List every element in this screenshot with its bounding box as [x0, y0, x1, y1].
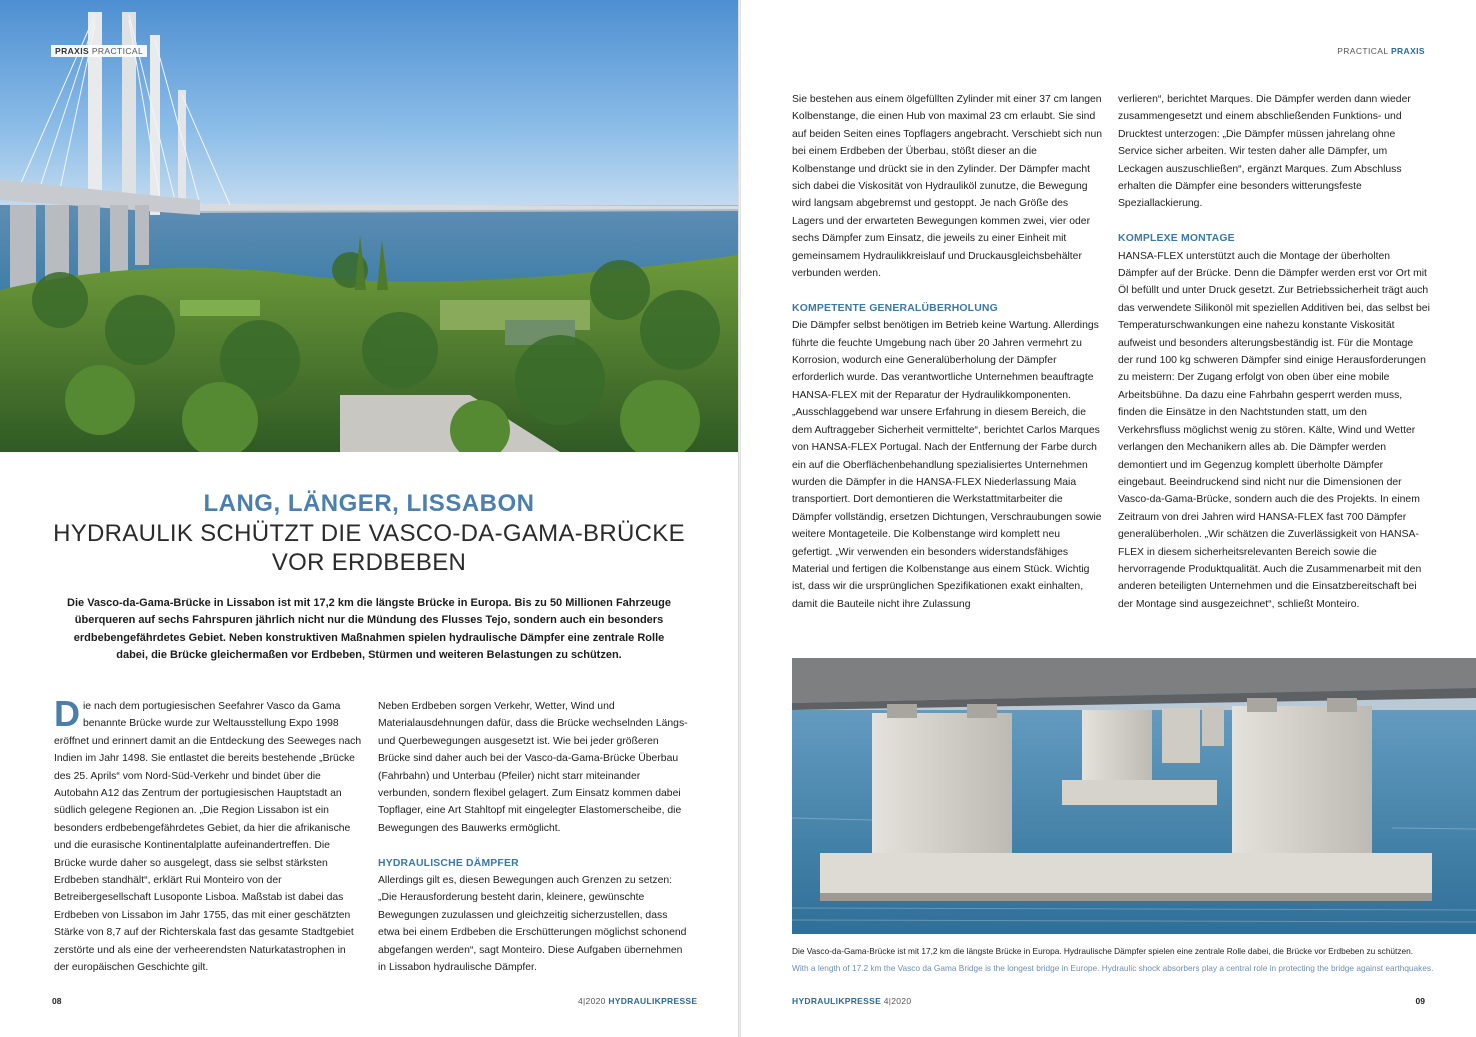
magazine-name: HYDRAULIKPRESSE [608, 996, 698, 1006]
article-lead: Die Vasco-da-Gama-Brücke in Lissabon ist mit 17,2 km die längste Brücke in Europa. Bis zu 50 Millionen Fahrzeuge überqueren auf sechs Fahrspuren jährlich nicht nur die Mündung des Flusses Tejo, sondern auch ein besonders erdbebengefährdetes Gebiet. Neben konstruktiven Maßnahmen spielen hydraulische Dämpfer eine zentrale Rolle dabei, die Brücke gleichermaßen vor Erdbeben, Stürmen und weiteren Belastungen zu schützen. [67, 597, 671, 662]
subheading-komplexe-montage: KOMPLEXE MONTAGE [1118, 233, 1235, 245]
section-tag-bold: PRAXIS [1390, 46, 1425, 56]
bridge-aerial-photo [0, 0, 738, 452]
issue-number: 4|2020 [883, 996, 912, 1006]
paragraph: Sie bestehen aus einem ölgefüllten Zylinder mit einer 37 cm langen Kolbenstange, die einen Hub von maximal 23 cm erlaubt. Sie sind auf beiden Seiten eines Topflagers angebracht. Verschiebt sich nun bei einem Erdbeben der Überbau, stößt dieser an die Kolbenstange und drückt sie in den Zylinder. Der Dämpfer macht sich dabei die Viskosität von Hydrauliköl zunutze, die Bewegung wird langsam abgebremst und gestoppt. Je nach Größe des Lagers und der erwarteten Bewegungen kommen zwei, vier oder sechs Dämpfer zum Einsatz, die jeweils zu einer Einheit mit gemeinsamem Hydraulikkreislauf und Druckausgleichsbehälter verbunden werden. [792, 94, 1103, 280]
running-footer-right [792, 996, 911, 1006]
paragraph: Allerdings gilt es, diesen Bewegungen auch Grenzen zu setzen: „Die Herausforderung besteht darin, kleinere, gewünschte Bewegungen zuzulassen und gleichzeitig sicherzustellen, dass etwa bei einem Erdbeben die Erschütterungen möglichst schonend abgefangen werden“, sagt Monteiro. Diese Aufgaben übernehmen in Lissabon hydraulische Dämpfer. [378, 875, 687, 974]
paragraph: ie nach dem portugiesischen Seefahrer Vasco da Gama benannte Brücke wurde zur Weltausstellung Expo 1998 eröffnet und erinnert damit an die Entdeckung des Seeweges nach Indien im Jahr 1498. Sie entlastet die bereits bestehende „Brücke des 25. Aprils“ vom Nord-Süd-Verkehr und bindet über die Autobahn A12 das Zentrum der portugiesischen Hauptstadt an südlich gelegene Regionen an. „Die Region Lissabon ist ein besonders erdbebengefährdetes Gebiet, da hier die afrikanische und die eurasische Kontinentalplatte aufeinandertreffen. Die Brücke wurde daher so ausgelegt, dass sie selbst stärksten Erdbeben standhält“, erklärt Rui Monteiro von der Betreibergesellschaft Lusoponte Lisboa. Maßstab ist dabei das Erdbeben von Lissabon im Jahr 1755, das mit einer geschätzten Stärke von 8,7 auf der Richterskala fast das gesamte Stadtgebiet zerstörte und als eine der verheerendsten Naturkatastrophen in der europäischen Geschichte gilt. [54, 701, 362, 974]
running-footer-left [578, 996, 697, 1006]
article-subtitle-line2: VOR ERDBEBEN [271, 549, 467, 576]
paragraph: Die Dämpfer selbst benötigen im Betrieb keine Wartung. Allerdings führte die feuchte Umgebung nach über 20 Jahren vermehrt zu Korrosion, wodurch eine Generalüberholung der Dämpfer erforderlich wurde. Das verantwortliche Unternehmen beauftragte HANSA-FLEX mit der Reparatur der Hydraulikkomponenten. „Ausschlaggebend war unsere Erfahrung in diesem Bereich, die dem Auftraggeber Sicherheit vermittelte“, berichtet Carlos Marques von HANSA-FLEX Portugal. Nach der Entfernung der Farbe durch ein auf die Oberflächenbehandlung spezialisiertes Unternehmen wurden die Dämpfer in die HANSA-FLEX Niederlassung Maia transportiert. Dort demontieren die Werkstattmitarbeiter die Dämpfer vollständig, ersetzen Dichtungen, Verschraubungen sowie weitere Montageteile. Die Kolbenstange wird komplett neu gefertigt. „Wir verwenden ein besonders widerstandsfähiges Material und fertigen die Kolbenstange aus einem Stück. Wichtig ist, dass wir die ursprünglichen Spezifikationen exakt einhalten, damit die Bauteile nicht ihre Zulassung [792, 320, 1102, 610]
page-number-left: 08 [52, 996, 62, 1006]
text-column-4 [1118, 91, 1430, 631]
right-page [741, 0, 1476, 1037]
subheading-generalueberholung: KOMPETENTE GENERALÜBERHOLUNG [792, 302, 998, 314]
article-subtitle-line1: HYDRAULIK SCHÜTZT DIE VASCO-DA-GAMA-BRÜCKE [53, 520, 685, 547]
subheading-hydraulische-daempfer: HYDRAULISCHE DÄMPFER [378, 857, 519, 869]
section-tag-normal: PRACTICAL [1337, 46, 1389, 56]
section-tag-bold: PRAXIS [55, 46, 90, 56]
article-title: LANG, LÄNGER, LISSABON [203, 490, 535, 517]
text-column-2 [378, 698, 688, 994]
section-tag [51, 45, 147, 57]
photo-caption-german: Die Vasco-da-Gama-Brücke ist mit 17,2 km die längste Brücke in Europa. Hydraulische Dämpfer spielen eine zentrale Rolle dabei, die Brücke vor Erdbeben zu schützen. [792, 946, 1414, 956]
issue-number: 4|2020 [578, 996, 606, 1006]
section-tag-normal: PRACTICAL [91, 46, 144, 56]
paragraph: verlieren“, berichtet Marques. Die Dämpfer werden dann wieder zusammengesetzt und einem abschließenden Funktions- und Drucktest unterzogen: „Die Dämpfer müssen jahrelang ohne Service sicher arbeiten. Wir testen daher alle Dämpfer, um Leckagen auszuschließen“, ergänzt Marques. Zum Abschluss erhalten die Dämpfer eine besonders witterungsfeste Speziallackierung. [1118, 94, 1411, 210]
page-number-right: 09 [1415, 996, 1425, 1006]
magazine-name: HYDRAULIKPRESSE [792, 996, 882, 1006]
text-column-1 [54, 693, 362, 994]
paragraph: HANSA-FLEX unterstützt auch die Montage der überholten Dämpfer auf der Brücke. Denn die Dämpfer werden erst vor Ort mit Öl befüllt und unter Druck gesetzt. Zur Betriebssicherheit trägt auch das verwendete Silikonöl mit speziellen Additiven bei, das selbst bei Temperaturschwankungen eine nahezu konstante Viskosität aufweist und besonders alterungsbeständig ist. Für die Montage der rund 100 kg schweren Dämpfer sind einige Herausforderungen zu meistern: Der Zugang erfolgt von oben über eine mobile Arbeitsbühne. Da dazu eine Fahrbahn gesperrt werden muss, finden die Einsätze in den Nachtstunden statt, um den Verkehrsfluss möglichst wenig zu stören. Kälte, Wind und Wetter verlangen den Mechanikern alles ab. Die Dämpfer werden demontiert und im Gegenzug komplett überholte Dämpfer eingebaut. Beeindruckend sind nicht nur die Dimensionen der Vasco-da-Gama-Brücke, sondern auch die des Projekts. In einem Zeitraum von drei Jahren wird HANSA-FLEX fast 700 Dämpfer generalüberholen. „Wir schätzen die Zuverlässigkeit von HANSA-FLEX in diesem sicherheitsrelevanten Bereich sowie die hervorragende Produktqualität. Auch die Zusammenarbeit mit den anderen beteiligten Unternehmen und die Einsatzbereitschaft bei der Montage sind ausgezeichnet“, schließt Monteiro. [1118, 250, 1430, 610]
paragraph: Neben Erdbeben sorgen Verkehr, Wetter, Wind und Materialausdehnungen dafür, dass die Brücke wechselnden Längs- und Querbewegungen ausgesetzt ist. Wie bei jeder größeren Brücke sind daher auch bei der Vasco-da-Gama-Brücke Überbau (Fahrbahn) und Unterbau (Pfeiler) nicht starr miteinander verbunden, sondern flexibel gelagert. Zum Einsatz kommen dabei Topflager, eine Art Stahltopf mit eingelegter Elastomerscheibe, die Bewegungen des Bauwerks ermöglicht. [378, 701, 688, 834]
section-tag [1337, 46, 1425, 56]
text-column-3 [792, 91, 1102, 631]
drop-cap: D [54, 693, 80, 734]
photo-caption-english: With a length of 17.2 km the Vasco da Gama Bridge is the longest bridge in Europe. Hydraulic shock absorbers play a central role in protecting the bridge against earthquakes. [792, 963, 1434, 973]
bridge-piers-photo [792, 658, 1476, 934]
